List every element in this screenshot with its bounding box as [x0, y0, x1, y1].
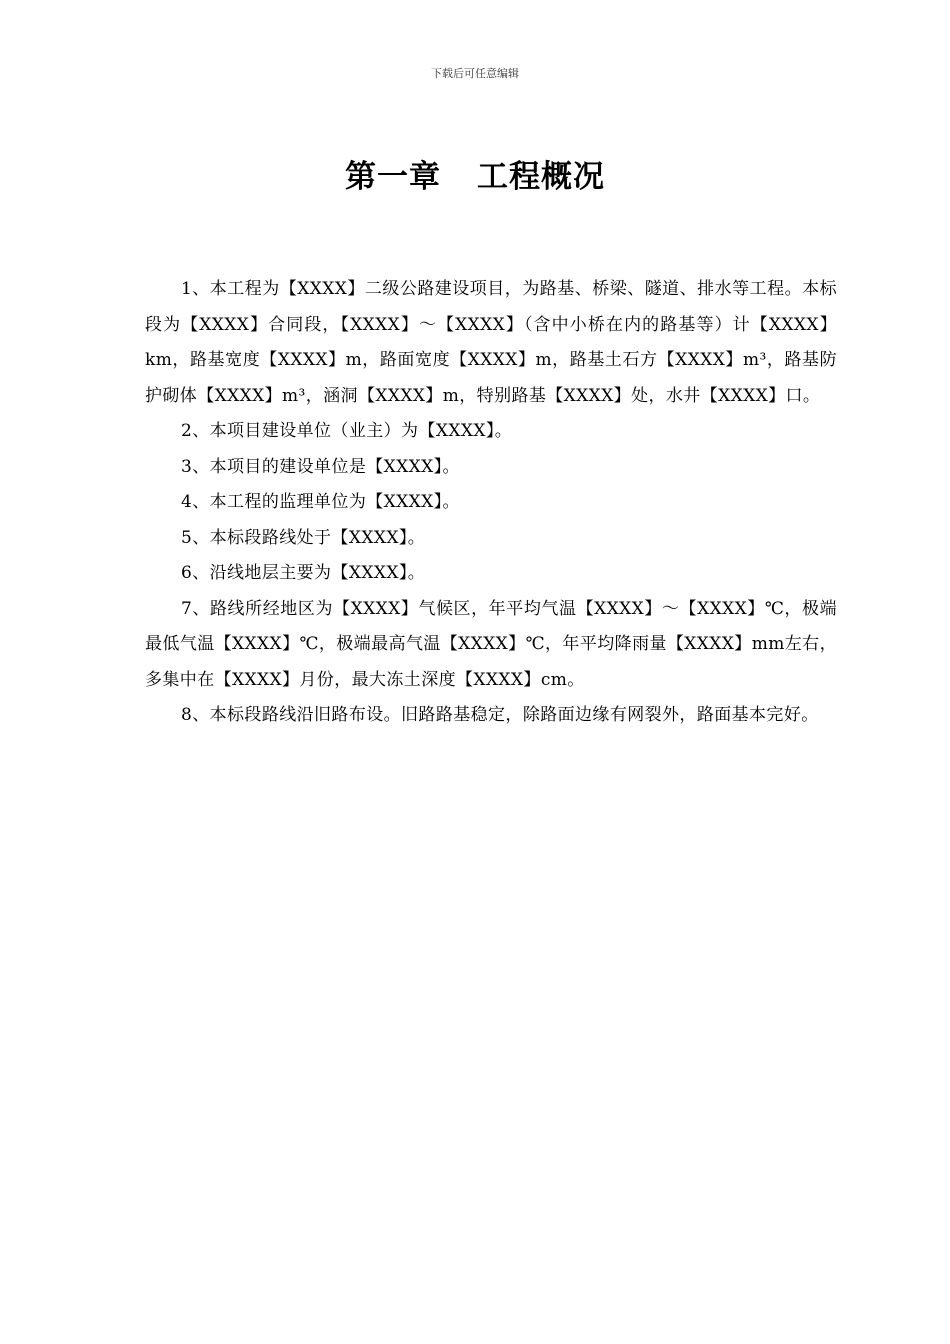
body-text — [145, 272, 837, 734]
paragraph-1: 1、本工程为【XXXX】二级公路建设项目，为路基、桥梁、隧道、排水等工程。本标段为【XXXX】合同段，【XXXX】～【XXXX】（含中小桥在内的路基等）计【XXXX】km，路基宽度【XXXX】m，路面宽度【XXXX】m，路基土石方【XXXX】m³，路基防护砌体【XXXX】m³，涵洞【XXXX】m，特别路基【XXXX】处，水井【XXXX】口。 — [145, 279, 837, 406]
paragraph-2: 2、本项目建设单位（业主）为【XXXX】。 — [181, 421, 513, 441]
paragraph-4: 4、本工程的监理单位为【XXXX】。 — [181, 492, 460, 512]
paragraph-5: 5、本标段路线处于【XXXX】。 — [181, 527, 426, 548]
chapter-heading: 工程概况 — [477, 159, 605, 195]
paragraph-8: 8、本标段路线沿旧路布设。旧路路基稳定，除路面边缘有网裂外，路面基本完好。 — [181, 705, 819, 725]
paragraph-7: 7、路线所经地区为【XXXX】气候区，年平均气温【XXXX】～【XXXX】℃，极端最低气温【XXXX】℃，极端最高气温【XXXX】℃，年平均降雨量【XXXX】mm左右，多集中在【XXXX】月份，最大冻土深度【XXXX】cm。 — [145, 598, 837, 690]
chapter-title — [0, 152, 950, 202]
header-note: 下载后可任意编辑 — [431, 67, 519, 80]
paragraph-6: 6、沿线地层主要为【XXXX】。 — [181, 563, 426, 583]
chapter-number: 第一章 — [345, 159, 441, 195]
paragraph-3: 3、本项目的建设单位是【XXXX】。 — [181, 456, 460, 477]
